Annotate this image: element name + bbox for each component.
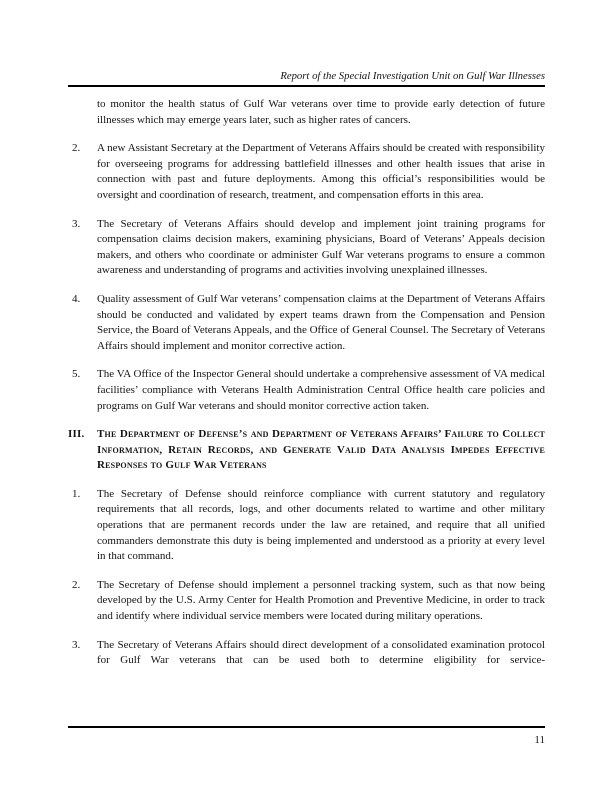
item-number: 5. bbox=[72, 368, 81, 381]
item-text: Quality assessment of Gulf War veterans’ compensation claims at the Department of Veterans Affairs should be conducted and validated by expert teams drawn from the Compensation and Pension Service, the Board of Veterans Appeals, and the Office of General Counsel. The Secretary of Veterans Affairs should implement and monitor corrective action. bbox=[97, 292, 545, 352]
running-head-title: Report of the Special Investigation Unit on Gulf War Illnesses bbox=[280, 70, 545, 82]
item-text: The Secretary of Defense should implement a personnel tracking system, such as that now being developed by the U.S. Army Center for Health Promotion and Preventive Medicine, in order to track and identify where individual service members were located during military operations. bbox=[97, 578, 545, 623]
section-title: The Department of Defense’s and Department of Veterans Affairs’ Failure to Collect Information, Retain Records, and Generate Valid Data Analysis Impedes Effective Responses to Gulf War Veterans bbox=[97, 428, 545, 472]
item-text: The Secretary of Veterans Affairs should develop and implement joint training programs for compensation claims decision makers, examining physicians, Board of Veterans’ Appeals decision makers, and others who coordinate or administer Gulf War veterans programs to ensure a common awareness and understanding of programs and activities involving unexplained illnesses. bbox=[97, 217, 545, 277]
item-number: 3. bbox=[72, 638, 81, 651]
continuation-paragraph: to monitor the health status of Gulf War veterans over time to provide early detection of future illnesses which may emerge years later, such as higher rates of cancers. bbox=[97, 98, 545, 126]
header-rule bbox=[68, 85, 545, 87]
item-text: A new Assistant Secretary at the Department of Veterans Affairs should be created with responsibility for overseeing programs for addressing battlefield illnesses and other health issues that arise in connection with past and future deployments. Among this official’s responsibilities would be oversight and coordination of research, treatment, and compensation efforts in this area. bbox=[97, 142, 545, 201]
item-number: 2. bbox=[72, 142, 81, 155]
list-item bbox=[68, 578, 545, 625]
page-body bbox=[68, 97, 545, 669]
footer-rule bbox=[68, 726, 545, 728]
list-item bbox=[68, 487, 545, 565]
section-heading bbox=[68, 427, 545, 474]
list-item bbox=[68, 141, 545, 203]
list-item bbox=[68, 292, 545, 354]
list-item bbox=[68, 367, 545, 414]
list-item bbox=[68, 217, 545, 279]
list-item bbox=[68, 638, 545, 669]
page-header bbox=[68, 0, 545, 87]
page-number: 11 bbox=[534, 734, 545, 746]
item-text: The Secretary of Defense should reinforce compliance with current statutory and regulatory requirements that all records, logs, and other documents related to wartime and other military operations that are permanent records under the law are retained, and require that all unified commanders demonstrate this duty is being implemented and understood as a priority at every level in that command. bbox=[97, 487, 545, 563]
page-footer bbox=[68, 726, 545, 747]
item-text: The Secretary of Veterans Affairs should direct development of a consolidated examination protocol for Gulf War veterans that can be used both to determine eligibility for service- bbox=[97, 638, 545, 667]
item-number: 1. bbox=[72, 487, 81, 500]
item-number: 2. bbox=[72, 578, 81, 591]
item-text: The VA Office of the Inspector General should undertake a comprehensive assessment of VA medical facilities’ compliance with Veterans Health Administration Central Office health care policies and programs on Gulf War veterans and should monitor corrective action taken. bbox=[97, 368, 545, 412]
section-number: III. bbox=[68, 428, 85, 441]
item-number: 3. bbox=[72, 217, 81, 230]
item-number: 4. bbox=[72, 292, 81, 305]
